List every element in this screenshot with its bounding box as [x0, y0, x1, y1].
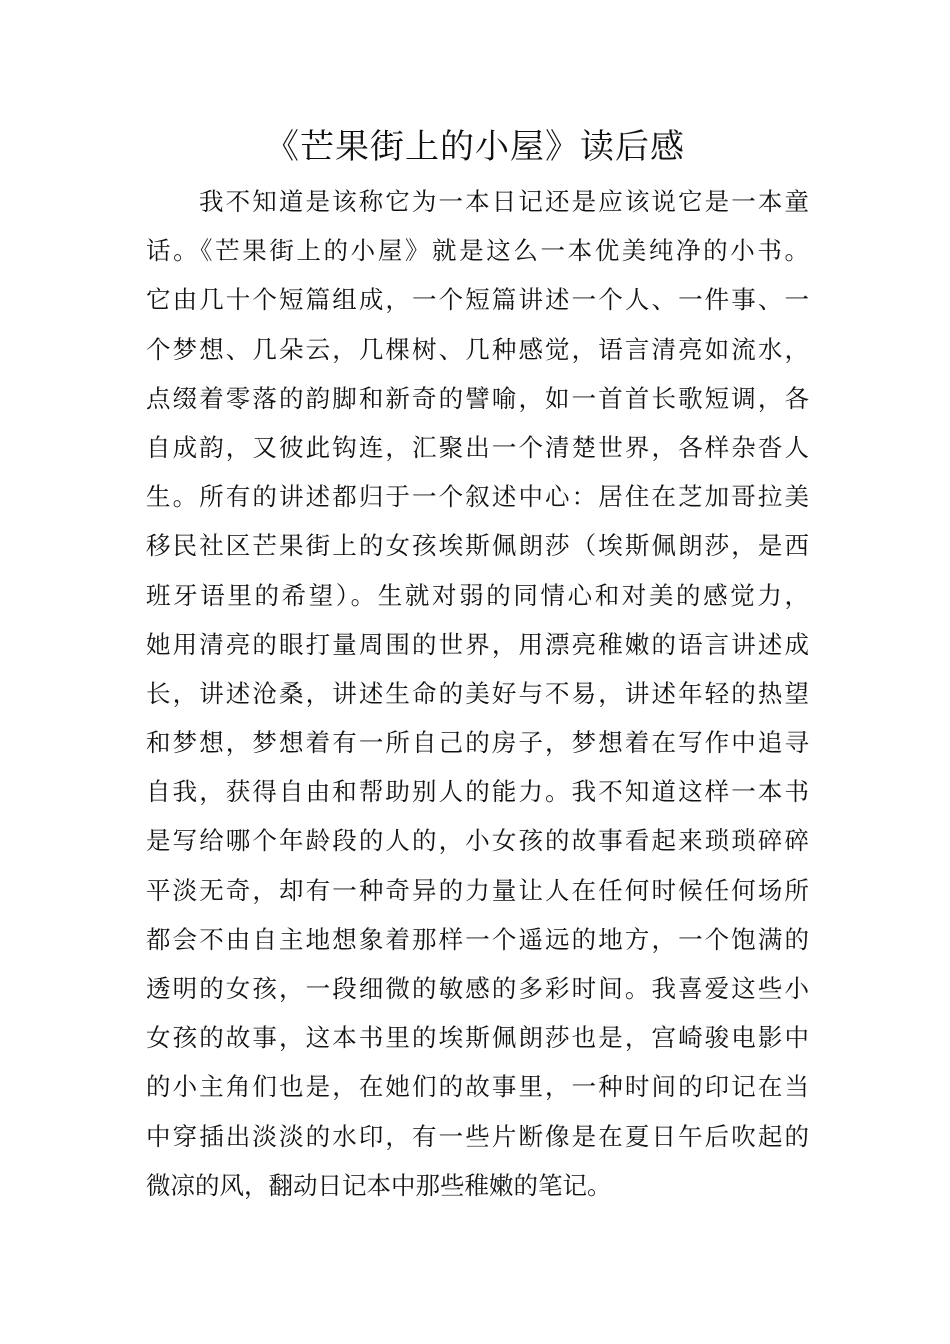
document-title: 《芒果街上的小屋》读后感 [265, 127, 685, 167]
paragraph-line: 移民社区芒果街上的女孩埃斯佩朗莎（埃斯佩朗莎，是西 [146, 531, 809, 561]
paragraph-line: 透明的女孩，一段细微的敏感的多彩时间。我喜爱这些小 [146, 974, 809, 1003]
paragraph-line: 我不知道是该称它为一本日记还是应该说它是一本童 [199, 187, 809, 216]
paragraph-line: 自我，获得自由和帮助别人的能力。我不知道这样一本书 [146, 777, 809, 807]
paragraph-line: 微凉的风，翻动日记本中那些稚嫩的笔记。 [146, 1170, 612, 1200]
paragraph-line: 和梦想，梦想着有一所自己的房子，梦想着在写作中追寻 [146, 728, 809, 758]
paragraph-line: 个梦想、几朵云，几棵树、几种感觉，语言清亮如流水， [146, 334, 809, 364]
paragraph-line: 她用清亮的眼打量周围的世界，用漂亮稚嫩的语言讲述成 [146, 629, 809, 659]
paragraph-line: 生。所有的讲述都归于一个叙述中心：居住在芝加哥拉美 [146, 482, 809, 512]
paragraph-line: 女孩的故事，这本书里的埃斯佩朗莎也是，宫崎骏电影中 [146, 1023, 809, 1053]
paragraph-line: 它由几十个短篇组成，一个短篇讲述一个人、一件事、一 [146, 285, 809, 315]
paragraph-line: 话。《芒果街上的小屋》就是这么一本优美纯净的小书。 [146, 236, 809, 266]
document-body [146, 177, 809, 1210]
paragraph-line: 长，讲述沧桑，讲述生命的美好与不易，讲述年轻的热望 [146, 678, 809, 708]
paragraph-line: 班牙语里的希望）。生就对弱的同情心和对美的感觉力， [146, 580, 809, 610]
paragraph-line: 平淡无奇，却有一种奇异的力量让人在任何时候任何场所 [146, 875, 809, 905]
paragraph-line: 是写给哪个年龄段的人的，小女孩的故事看起来琐琐碎碎 [146, 826, 809, 856]
paragraph-line: 中穿插出淡淡的水印，有一些片断像是在夏日午后吹起的 [146, 1121, 809, 1151]
paragraph-line: 点缀着零落的韵脚和新奇的譬喻，如一首首长歌短调，各 [146, 383, 809, 413]
paragraph-line: 自成韵，又彼此钩连，汇聚出一个清楚世界，各样杂沓人 [146, 432, 809, 462]
paragraph-line: 的小主角们也是，在她们的故事里，一种时间的印记在当 [146, 1072, 809, 1102]
paragraph-line: 都会不由自主地想象着那样一个遥远的地方，一个饱满的 [146, 924, 809, 954]
